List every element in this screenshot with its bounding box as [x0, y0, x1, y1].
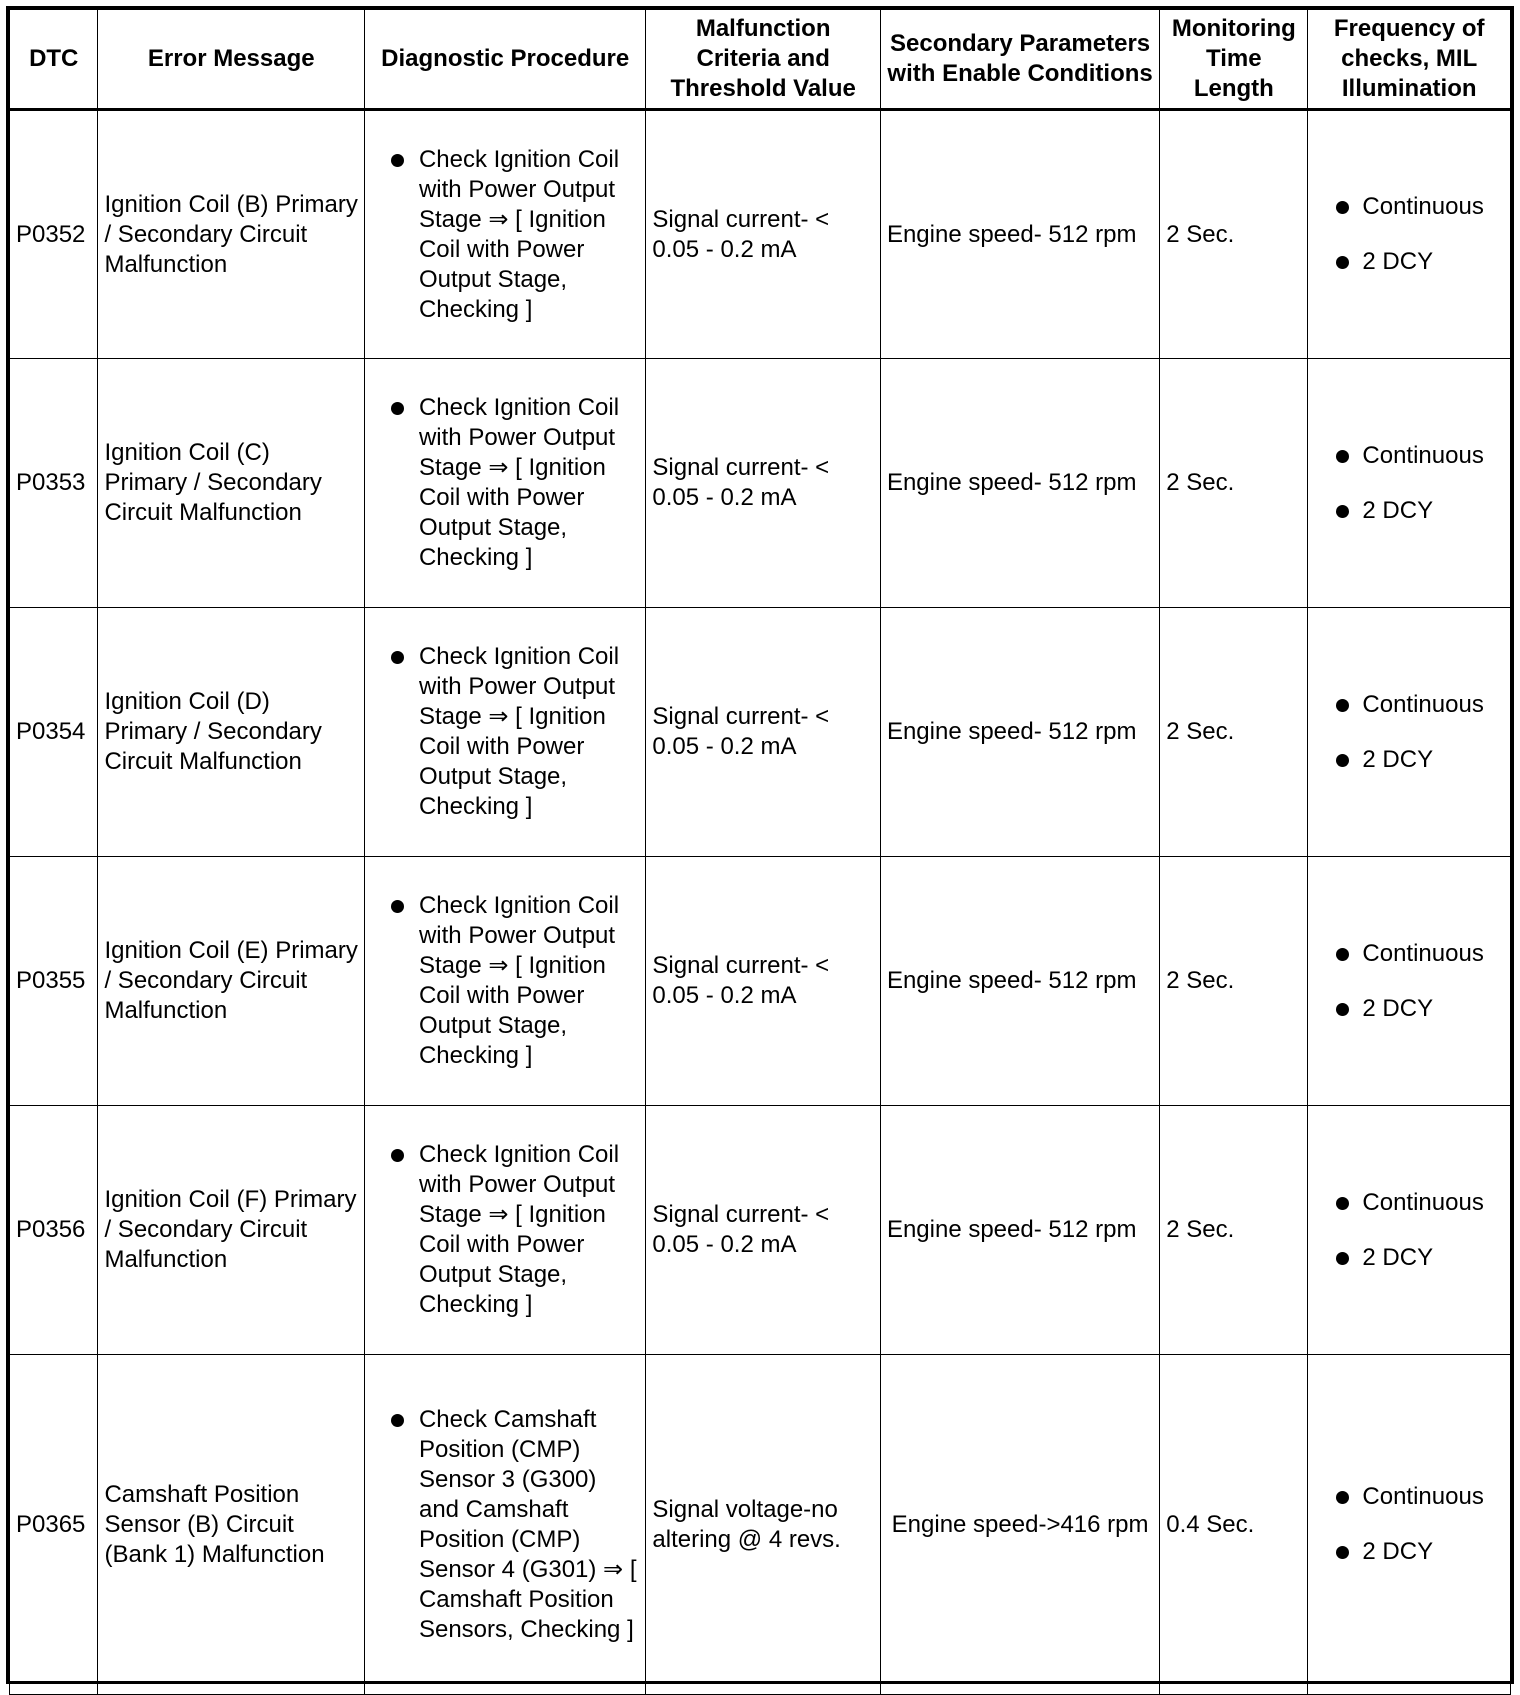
secondary-parameters: Engine speed- 512 rpm — [880, 608, 1159, 857]
malfunction-criteria: Signal current- < 0.05 - 0.2 mA — [646, 359, 881, 608]
bullet-icon — [1336, 699, 1349, 712]
diagnostic-procedure — [364, 608, 645, 857]
bullet-icon — [1336, 1197, 1349, 1210]
error-message: Camshaft Position Sensor (B) Circuit (Bank 1) Malfunction — [98, 1355, 365, 1695]
malfunction-criteria: Signal voltage-no altering @ 4 revs. — [646, 1355, 881, 1695]
procedure-text: Check Camshaft Position (CMP) Sensor 3 (G300) and Camshaft Position (CMP) Sensor 4 (G301) ⇒ [ Camshaft Position Sensors, Checking ] — [418, 1405, 637, 1643]
frequency-value: Continuous — [1362, 1188, 1484, 1216]
header-malfunction-criteria: Malfunction Criteria and Threshold Value — [646, 10, 881, 110]
table-row — [10, 110, 1511, 359]
header-dtc: DTC — [10, 10, 98, 110]
monitoring-time: 2 Sec. — [1160, 608, 1308, 857]
frequency-cell — [1308, 608, 1511, 857]
mil-illumination: 2 DCY — [1362, 496, 1434, 524]
secondary-parameters: Engine speed->416 rpm — [880, 1355, 1159, 1695]
header-error-message: Error Message — [98, 10, 365, 110]
malfunction-criteria: Signal current- < 0.05 - 0.2 mA — [646, 110, 881, 359]
malfunction-criteria: Signal current- < 0.05 - 0.2 mA — [646, 1106, 881, 1355]
frequency-value: Continuous — [1362, 1483, 1484, 1510]
bullet-icon — [391, 1149, 404, 1162]
bullet-icon — [1336, 1003, 1349, 1016]
bullet-icon — [391, 154, 404, 167]
diagnostic-procedure — [364, 1355, 645, 1695]
bullet-icon — [1336, 256, 1349, 269]
diagnostic-procedure — [364, 359, 645, 608]
bullet-icon — [1336, 948, 1349, 961]
mil-illumination: 2 DCY — [1362, 994, 1434, 1022]
frequency-value: Continuous — [1362, 690, 1484, 718]
frequency-cell — [1308, 857, 1511, 1106]
mil-illumination: 2 DCY — [1362, 745, 1434, 773]
bullet-icon — [1336, 1546, 1349, 1559]
frequency-cell — [1308, 1355, 1511, 1695]
procedure-text: Check Ignition Coil with Power Output Stage ⇒ [ Ignition Coil with Power Output Stage, Checking ] — [418, 1141, 620, 1318]
bullet-icon — [391, 402, 404, 415]
bullet-icon — [391, 900, 404, 913]
dtc-table — [9, 9, 1511, 1695]
frequency-cell — [1308, 110, 1511, 359]
diagnostic-procedure — [364, 857, 645, 1106]
malfunction-criteria: Signal current- < 0.05 - 0.2 mA — [646, 857, 881, 1106]
frequency-value: Continuous — [1362, 939, 1484, 967]
dtc-code: P0352 — [10, 110, 98, 359]
monitoring-time: 0.4 Sec. — [1160, 1355, 1308, 1695]
header-monitoring-time: Monitoring Time Length — [1160, 10, 1308, 110]
procedure-text: Check Ignition Coil with Power Output Stage ⇒ [ Ignition Coil with Power Output Stage, Checking ] — [418, 145, 620, 323]
procedure-text: Check Ignition Coil with Power Output Stage ⇒ [ Ignition Coil with Power Output Stage, Checking ] — [418, 643, 620, 820]
malfunction-criteria: Signal current- < 0.05 - 0.2 mA — [646, 608, 881, 857]
diagnostic-procedure — [364, 1106, 645, 1355]
bullet-icon — [391, 1414, 404, 1427]
bullet-icon — [1336, 754, 1349, 767]
bullet-icon — [1336, 450, 1349, 463]
header-row — [10, 10, 1511, 110]
table-row — [10, 1106, 1511, 1355]
mil-illumination: 2 DCY — [1362, 248, 1434, 275]
procedure-text: Check Ignition Coil with Power Output Stage ⇒ [ Ignition Coil with Power Output Stage, Checking ] — [418, 892, 620, 1069]
table-row — [10, 1355, 1511, 1695]
dtc-table-frame — [6, 6, 1514, 1684]
bullet-icon — [1336, 1252, 1349, 1265]
bullet-icon — [391, 651, 404, 664]
error-message: Ignition Coil (E) Primary / Secondary Circuit Malfunction — [98, 857, 365, 1106]
dtc-code: P0365 — [10, 1355, 98, 1695]
error-message: Ignition Coil (B) Primary / Secondary Circuit Malfunction — [98, 110, 365, 359]
table-row — [10, 857, 1511, 1106]
secondary-parameters: Engine speed- 512 rpm — [880, 359, 1159, 608]
header-frequency: Frequency of checks, MIL Illumination — [1308, 10, 1511, 110]
dtc-code: P0355 — [10, 857, 98, 1106]
bullet-icon — [1336, 1491, 1349, 1504]
frequency-cell — [1308, 1106, 1511, 1355]
dtc-code: P0354 — [10, 608, 98, 857]
mil-illumination: 2 DCY — [1362, 1243, 1434, 1271]
mil-illumination: 2 DCY — [1362, 1538, 1434, 1565]
table-row — [10, 608, 1511, 857]
frequency-value: Continuous — [1362, 441, 1484, 469]
table-row — [10, 359, 1511, 608]
error-message: Ignition Coil (F) Primary / Secondary Circuit Malfunction — [98, 1106, 365, 1355]
error-message: Ignition Coil (C) Primary / Secondary Circuit Malfunction — [98, 359, 365, 608]
monitoring-time: 2 Sec. — [1160, 857, 1308, 1106]
frequency-cell — [1308, 359, 1511, 608]
bullet-icon — [1336, 505, 1349, 518]
monitoring-time: 2 Sec. — [1160, 110, 1308, 359]
secondary-parameters: Engine speed- 512 rpm — [880, 110, 1159, 359]
diagnostic-procedure — [364, 110, 645, 359]
procedure-text: Check Ignition Coil with Power Output Stage ⇒ [ Ignition Coil with Power Output Stage, Checking ] — [418, 394, 620, 571]
error-message: Ignition Coil (D) Primary / Secondary Circuit Malfunction — [98, 608, 365, 857]
dtc-code: P0356 — [10, 1106, 98, 1355]
bullet-icon — [1336, 201, 1349, 214]
dtc-code: P0353 — [10, 359, 98, 608]
secondary-parameters: Engine speed- 512 rpm — [880, 857, 1159, 1106]
header-diagnostic-procedure: Diagnostic Procedure — [364, 10, 645, 110]
monitoring-time: 2 Sec. — [1160, 1106, 1308, 1355]
header-secondary-parameters: Secondary Parameters with Enable Conditions — [880, 10, 1159, 110]
secondary-parameters: Engine speed- 512 rpm — [880, 1106, 1159, 1355]
monitoring-time: 2 Sec. — [1160, 359, 1308, 608]
frequency-value: Continuous — [1362, 193, 1484, 220]
